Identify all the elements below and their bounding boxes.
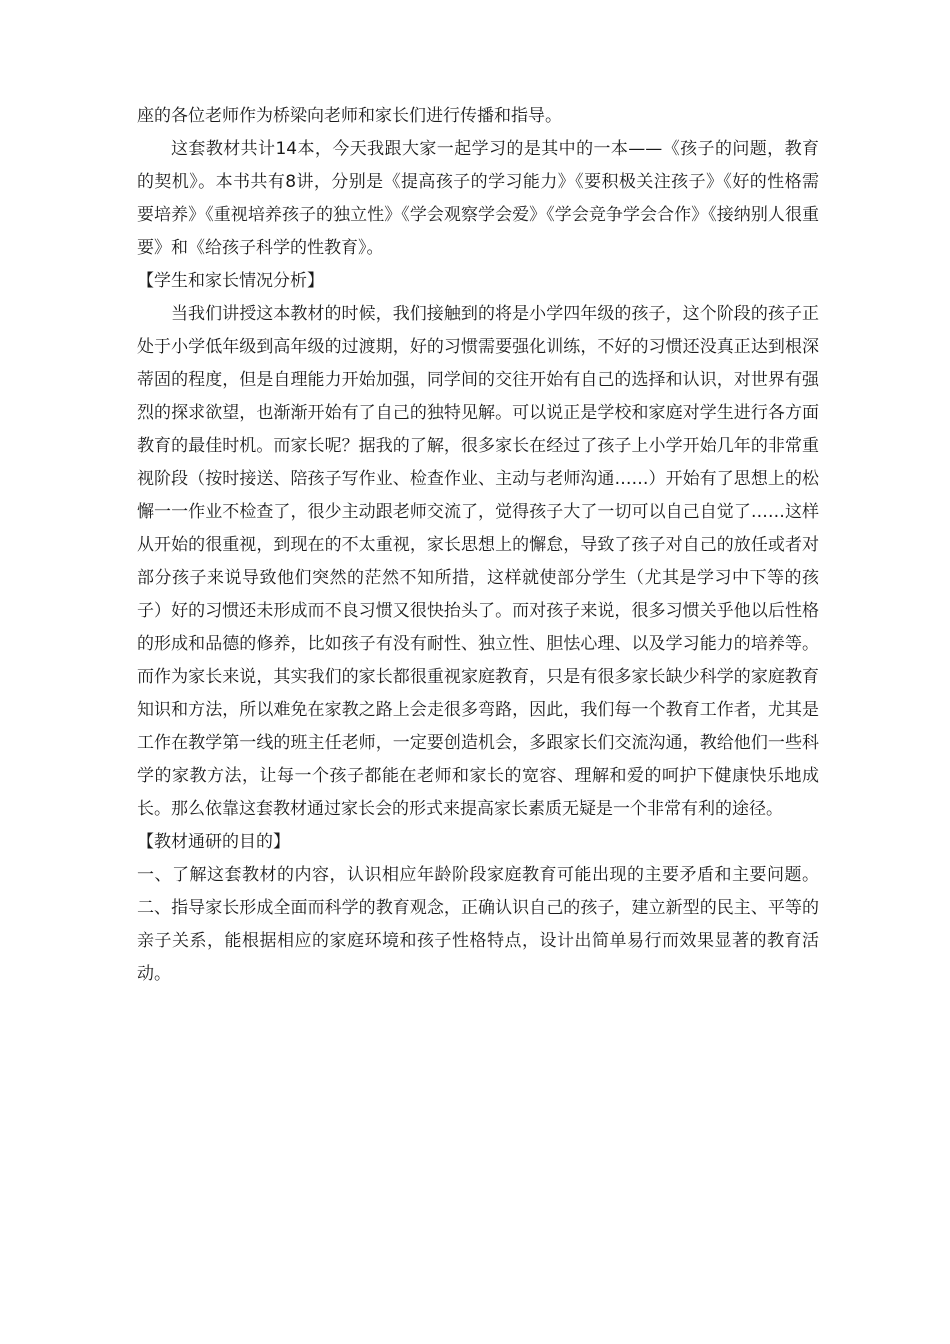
section-heading-purpose: 【教材通研的目的】 <box>137 832 290 852</box>
paragraph-intro-continuation: 座的各位老师作为桥梁向老师和家长们进行传播和指导。 <box>137 106 562 126</box>
paragraph-textbook-overview: 这套教材共计14本，今天我跟大家一起学习的是其中的一本——《孩子的问题，教育的契机》。本书共有8讲，分别是《提高孩子的学习能力》《要积极关注孩子》《好的性格需要培养》《重视培养孩子的独立性》《学会观察学会爱》《学会竞争学会合作》《接纳别人很重要》和《给孩子科学的性教育》。 <box>137 139 819 258</box>
section-heading-analysis: 【学生和家长情况分析】 <box>137 271 324 291</box>
document-body <box>137 100 819 991</box>
paragraph-purpose-list: 一、了解这套教材的内容，认识相应年龄阶段家庭教育可能出现的主要矛盾和主要问题。二、指导家长形成全面而科学的教育观念，正确认识自己的孩子，建立新型的民主、平等的亲子关系，能根据相应的家庭环境和孩子性格特点，设计出简单易行而效果显著的教育活动。 <box>137 865 819 984</box>
paragraph-student-parent-analysis: 当我们讲授这本教材的时候，我们接触到的将是小学四年级的孩子，这个阶段的孩子正处于小学低年级到高年级的过渡期，好的习惯需要强化训练，不好的习惯还没真正达到根深蒂固的程度，但是自理能力开始加强，同学间的交往开始有自己的选择和认识，对世界有强烈的探求欲望，也渐渐开始有了自己的独特见解。可以说正是学校和家庭对学生进行各方面教育的最佳时机。而家长呢？据我的了解，很多家长在经过了孩子上小学开始几年的非常重视阶段（按时接送、陪孩子写作业、检查作业、主动与老师沟通……）开始有了思想上的松懈一一作业不检查了，很少主动跟老师交流了，觉得孩子大了一切可以自己自觉了……这样从开始的很重视，到现在的不太重视，家长思想上的懈怠，导致了孩子对自己的放任或者对部分孩子来说导致他们突然的茫然不知所措，这样就使部分学生（尤其是学习中下等的孩子）好的习惯还未形成而不良习惯又很快抬头了。而对孩子来说，很多习惯关乎他以后性格的形成和品德的修养，比如孩子有没有耐性、独立性、胆怯心理、以及学习能力的培养等。而作为家长来说，其实我们的家长都很重视家庭教育，只是有很多家长缺少科学的家庭教育知识和方法，所以难免在家教之路上会走很多弯路，因此，我们每一个教育工作者，尤其是工作在教学第一线的班主任老师，一定要创造机会，多跟家长们交流沟通，教给他们一些科学的家教方法，让每一个孩子都能在老师和家长的宽容、理解和爱的呵护下健康快乐地成长。那么依靠这套教材通过家长会的形式来提高家长素质无疑是一个非常有利的途径。 <box>137 304 819 819</box>
